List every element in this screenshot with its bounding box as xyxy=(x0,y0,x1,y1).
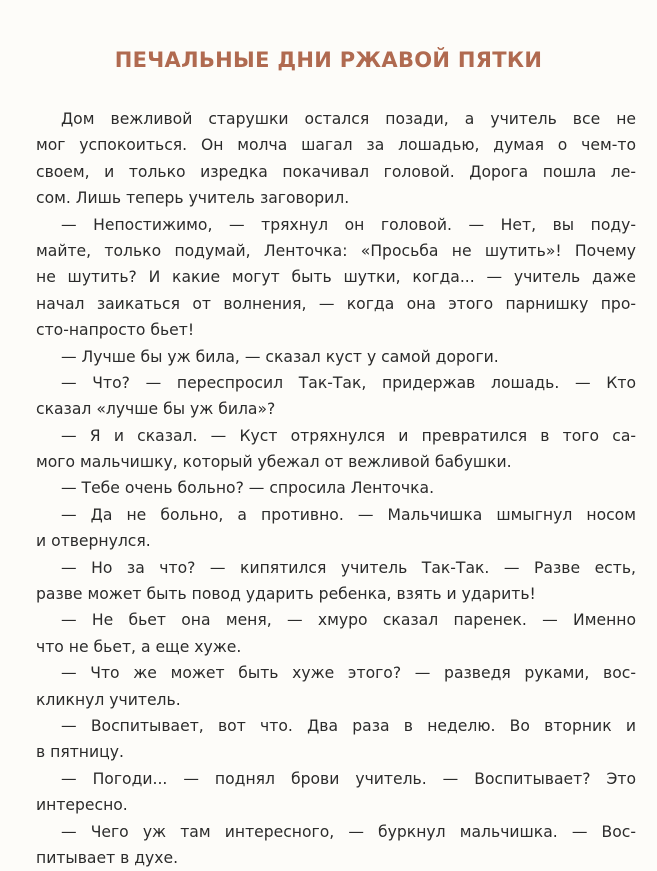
text-line: — Тебе очень больно? — спросила Ленточка. xyxy=(61,479,435,498)
text-line: — Погоди... — поднял брови учитель. — Воспитывает? Это xyxy=(61,769,636,788)
text-line: начал заикаться от волнения, — когда она этого парнишку про- xyxy=(36,294,636,313)
paragraph xyxy=(36,607,636,660)
text-line: интересно. xyxy=(36,796,128,815)
text-line: не шутить? И какие могут быть шутки, когда... — учитель даже xyxy=(36,268,636,287)
text-line: сто-напросто бьет! xyxy=(36,321,195,340)
paragraph xyxy=(36,660,636,713)
text-line: — Не бьет она меня, — хмуро сказал паренек. — Именно xyxy=(61,611,636,630)
text-line: — Что? — переспросил Так-Так, придержав лошадь. — Кто xyxy=(61,373,636,392)
paragraph xyxy=(36,370,636,423)
text-line: — Непостижимо, — тряхнул он головой. — Нет, вы поду- xyxy=(61,215,636,234)
text-line: в пятницу. xyxy=(36,743,124,762)
text-line: — Чего уж там интересного, — буркнул мальчишка. — Вос- xyxy=(61,822,636,841)
text-line: — Что же может быть хуже этого? — разведя руками, вос- xyxy=(61,664,636,683)
text-line: своем, и только изредка покачивал головой. Дорога пошла ле- xyxy=(36,162,636,181)
paragraph xyxy=(36,423,636,476)
chapter-text xyxy=(36,106,636,871)
paragraph xyxy=(36,106,636,212)
paragraph xyxy=(36,766,636,819)
chapter-title: ПЕЧАЛЬНЫЕ ДНИ РЖАВОЙ ПЯТКИ xyxy=(114,48,543,72)
text-line: Дом вежливой старушки остался позади, а учитель все не xyxy=(61,110,636,128)
text-line: кликнул учитель. xyxy=(36,690,181,709)
text-line: майте, только подумай, Ленточка: «Просьба не шутить»! Почему xyxy=(36,241,636,260)
paragraph xyxy=(36,212,636,344)
text-line: что не бьет, а еще хуже. xyxy=(36,637,242,656)
text-line: мого мальчишку, который убежал от вежливой бабушки. xyxy=(36,453,512,472)
text-line: питывает в духе. xyxy=(36,848,179,867)
text-line: мог успокоиться. Он молча шагал за лошадью, думая о чем-то xyxy=(36,136,636,155)
paragraph xyxy=(36,344,636,370)
text-line: — Воспитывает, вот что. Два раза в неделю. Во вторник и xyxy=(61,716,636,735)
paragraph xyxy=(36,819,636,871)
paragraph xyxy=(36,475,636,501)
text-line: разве может быть повод ударить ребенка, взять и ударить! xyxy=(36,585,536,604)
paragraph xyxy=(36,502,636,555)
text-line: сказал «лучше бы уж била»? xyxy=(36,400,276,419)
text-line: сом. Лишь теперь учитель заговорил. xyxy=(36,189,350,208)
text-line: — Я и сказал. — Куст отряхнулся и превратился в того са- xyxy=(61,426,636,445)
paragraph xyxy=(36,713,636,766)
paragraph xyxy=(36,555,636,608)
text-line: — Но за что? — кипятился учитель Так-Так. — Разве есть, xyxy=(61,558,636,577)
text-line: — Лучше бы уж била, — сказал куст у самой дороги. xyxy=(61,347,499,366)
text-line: и отвернулся. xyxy=(36,532,151,551)
text-line: — Да не больно, а противно. — Мальчишка шмыгнул носом xyxy=(61,505,636,524)
